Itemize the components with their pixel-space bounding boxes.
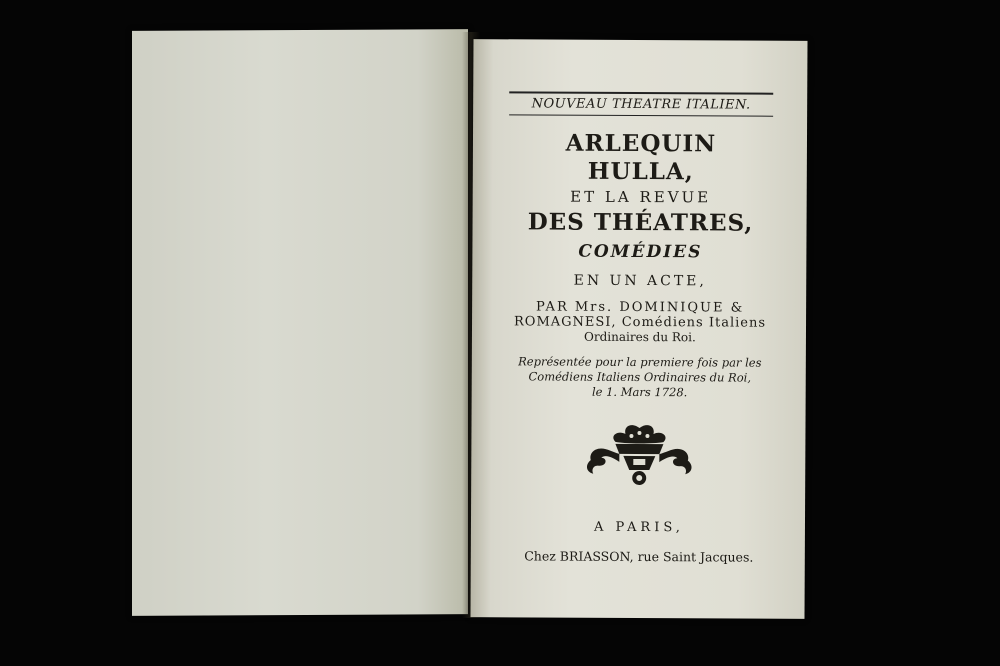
floral-vignette-ornament-icon [579,420,699,491]
left-page-verso [132,29,468,616]
main-title-line-2: ET LA REVUE [570,187,712,207]
authors [508,299,772,345]
main-title-line-3: DES THÉATRES, [527,208,754,237]
authors-line-2: ROMAGNESI, Comédiens Italiens [513,314,767,331]
imprint-city: A PARIS, [593,519,684,536]
authors-line-1: PAR Mrs. DOMINIQUE & [535,299,745,316]
performance-note [508,354,772,400]
performance-line-3: le 1. Mars 1728. [591,384,688,400]
imprint [507,519,771,564]
main-title-line-1: ARLEQUIN HULLA, [565,129,717,186]
performance-line-2: Comédiens Italiens Ordinaires du Roi, [528,369,752,385]
header-rule-top [509,91,773,94]
open-book [132,24,808,618]
acts: EN UN ACTE, [573,272,707,290]
genre: COMÉDIES [578,241,703,263]
performance-line-1: Représentée pour la premiere fois par les [518,354,762,370]
header-rule-bottom [509,114,773,116]
authors-line-3: Ordinaires du Roi. [584,329,696,345]
show-through-text [132,91,468,114]
imprint-publisher: Chez BRIASSON, rue Saint Jacques. [524,548,754,565]
series-title: NOUVEAU THEATRE ITALIEN. [531,96,751,113]
title-page-content [507,91,773,564]
title-page [470,39,807,619]
